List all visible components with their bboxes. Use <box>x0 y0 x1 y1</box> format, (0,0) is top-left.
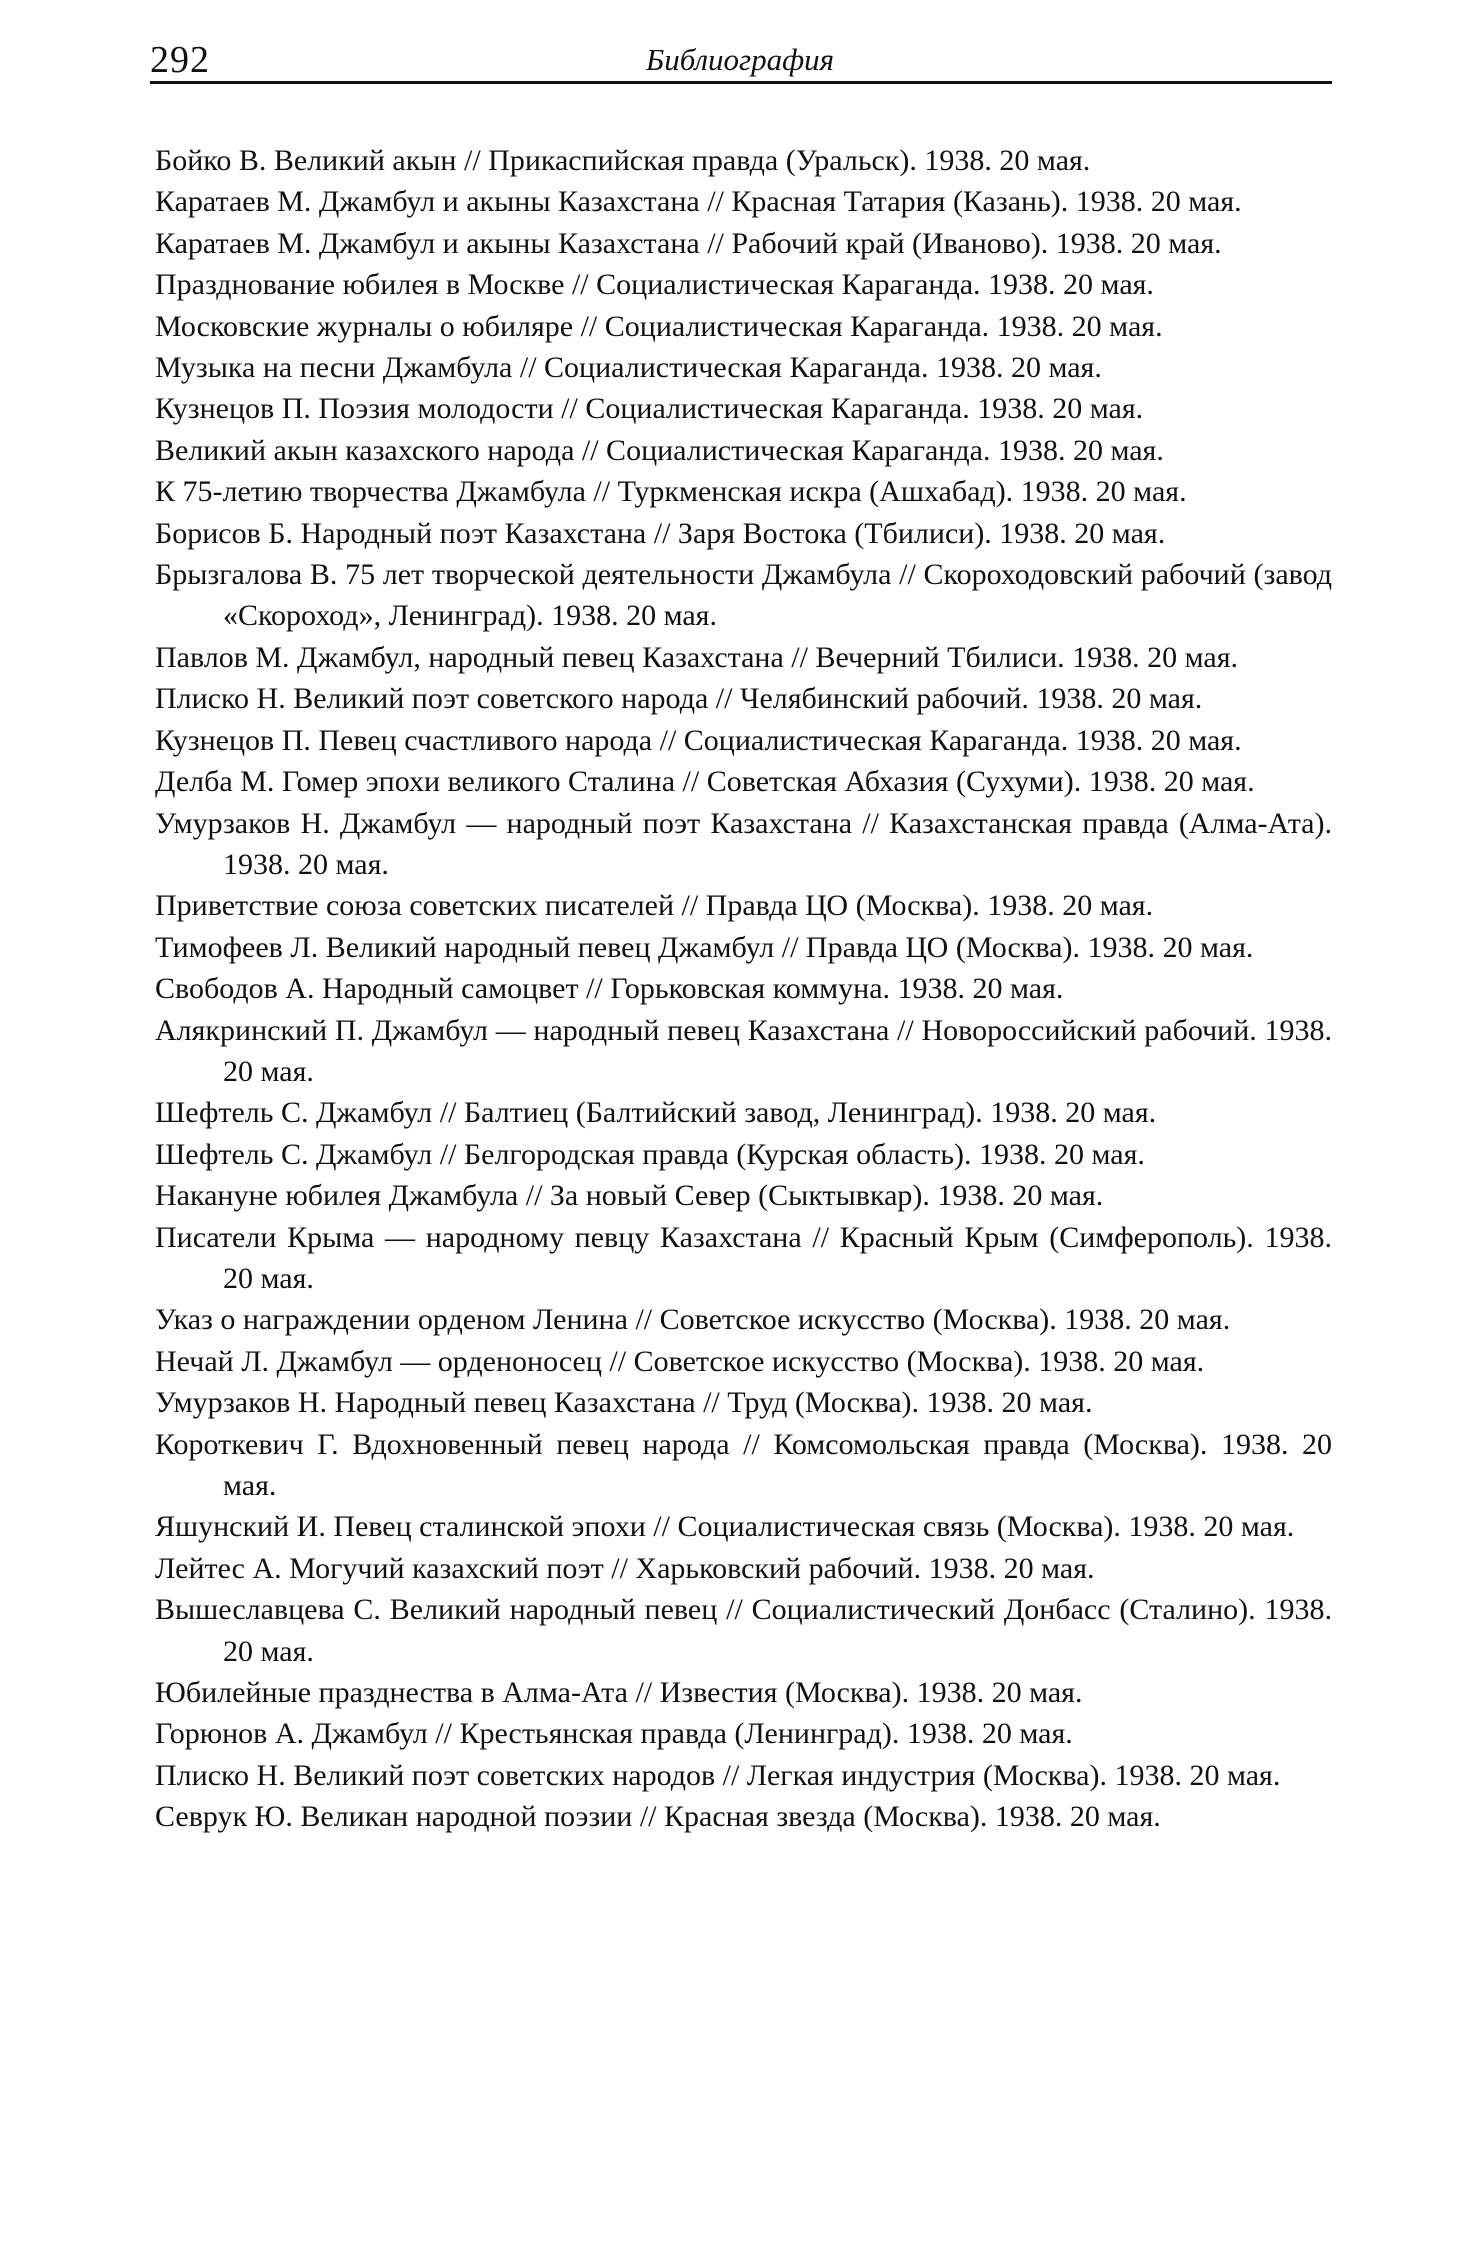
page-header <box>150 38 1330 86</box>
bibliography-entry: Указ о награждении орденом Ленина // Советское искусство (Москва). 1938. 20 мая. <box>155 1303 1231 1337</box>
bibliography-entry: Севрук Ю. Великан народной поэзии // Красная звезда (Москва). 1938. 20 мая. <box>155 1800 1161 1834</box>
bibliography-entry: Плиско Н. Великий поэт советского народа // Челябинский рабочий. 1938. 20 мая. <box>155 682 1203 716</box>
bibliography-entry: Московские журналы о юбиляре // Социалистическая Караганда. 1938. 20 мая. <box>155 309 1163 343</box>
bibliography-entry: Короткевич Г. Вдохновенный певец народа // Комсомольская правда (Москва). 1938. 20 мая. <box>155 1427 1332 1502</box>
bibliography-entry: К 75-летию творчества Джамбула // Туркменская искра (Ашхабад). 1938. 20 мая. <box>155 475 1187 509</box>
bibliography-entry: Умурзаков Н. Народный певец Казахстана // Труд (Москва). 1938. 20 мая. <box>155 1386 1093 1420</box>
bibliography-entry: Музыка на песни Джамбула // Социалистическая Караганда. 1938. 20 мая. <box>155 351 1102 385</box>
bibliography-entry: Накануне юбилея Джамбула // За новый Север (Сыктывкар). 1938. 20 мая. <box>155 1179 1104 1213</box>
bibliography-entry: Бойко В. Великий акын // Прикаспийская правда (Уральск). 1938. 20 мая. <box>155 144 1091 177</box>
bibliography-entry: Брызгалова В. 75 лет творческой деятельности Джамбула // Скороходовский рабочий (завод «Скороход», Ленинград). 1938. 20 мая. <box>155 558 1332 633</box>
bibliography-entry: Борисов Б. Народный поэт Казахстана // Заря Востока (Тбилиси). 1938. 20 мая. <box>155 516 1166 550</box>
page-number: 292 <box>150 39 210 81</box>
bibliography-entry: Делба М. Гомер эпохи великого Сталина // Советская Абхазия (Сухуми). 1938. 20 мая. <box>155 765 1255 799</box>
bibliography-entry: Плиско Н. Великий поэт советских народов // Легкая индустрия (Москва). 1938. 20 мая. <box>155 1758 1281 1792</box>
bibliography-entry: Лейтес А. Могучий казахский поэт // Харьковский рабочий. 1938. 20 мая. <box>155 1551 1095 1585</box>
bibliography-entry: Кузнецов П. Поэзия молодости // Социалистическая Караганда. 1938. 20 мая. <box>155 392 1144 426</box>
bibliography-entry: Алякринский П. Джамбул — народный певец Казахстана // Новороссийский рабочий. 1938. 20 мая. <box>155 1013 1332 1088</box>
bibliography-entry: Свободов А. Народный самоцвет // Горьковская коммуна. 1938. 20 мая. <box>155 972 1064 1006</box>
bibliography-entry: Нечай Л. Джамбул — орденоносец // Советское искусство (Москва). 1938. 20 мая. <box>155 1344 1205 1378</box>
bibliography-entry: Писатели Крыма — народному певцу Казахстана // Красный Крым (Симферополь). 1938. 20 мая. <box>155 1220 1332 1295</box>
running-title: Библиография <box>645 42 835 77</box>
bibliography-entry: Кузнецов П. Певец счастливого народа // Социалистическая Караганда. 1938. 20 мая. <box>155 723 1242 757</box>
header-rule <box>150 81 1332 84</box>
bibliography-entry: Павлов М. Джамбул, народный певец Казахстана // Вечерний Тбилиси. 1938. 20 мая. <box>155 640 1239 674</box>
bibliography-entry: Тимофеев Л. Великий народный певец Джамбул // Правда ЦО (Москва). 1938. 20 мая. <box>155 930 1254 964</box>
bibliography-entry: Вышеславцева С. Великий народный певец // Социалистический Донбасс (Сталино). 1938. 20 мая. <box>155 1593 1332 1668</box>
bibliography-entry: Шефтель С. Джамбул // Балтиец (Балтийский завод, Ленинград). 1938. 20 мая. <box>155 1096 1157 1130</box>
bibliography-entry: Шефтель С. Джамбул // Белгородская правда (Курская область). 1938. 20 мая. <box>155 1137 1145 1171</box>
bibliography-entry: Горюнов А. Джамбул // Крестьянская правда (Ленинград). 1938. 20 мая. <box>155 1717 1073 1751</box>
bibliography-entry: Великий акын казахского народа // Социалистическая Караганда. 1938. 20 мая. <box>155 433 1164 467</box>
bibliography-entry: Яшунский И. Певец сталинской эпохи // Социалистическая связь (Москва). 1938. 20 мая. <box>155 1510 1295 1544</box>
bibliography-entry: Приветствие союза советских писателей // Правда ЦО (Москва). 1938. 20 мая. <box>155 889 1154 923</box>
bibliography-list <box>155 140 1332 1838</box>
bibliography-entry: Юбилейные празднества в Алма-Ата // Известия (Москва). 1938. 20 мая. <box>155 1676 1083 1710</box>
bibliography-entry: Умурзаков Н. Джамбул — народный поэт Казахстана // Казахстанская правда (Алма-Ата). 1938. 20 мая. <box>155 806 1332 881</box>
bibliography-entry: Каратаев М. Джамбул и акыны Казахстана // Рабочий край (Иваново). 1938. 20 мая. <box>155 226 1222 260</box>
bibliography-entry: Празднование юбилея в Москве // Социалистическая Караганда. 1938. 20 мая. <box>155 268 1154 302</box>
bibliography-entry: Каратаев М. Джамбул и акыны Казахстана // Красная Татария (Казань). 1938. 20 мая. <box>155 185 1242 219</box>
